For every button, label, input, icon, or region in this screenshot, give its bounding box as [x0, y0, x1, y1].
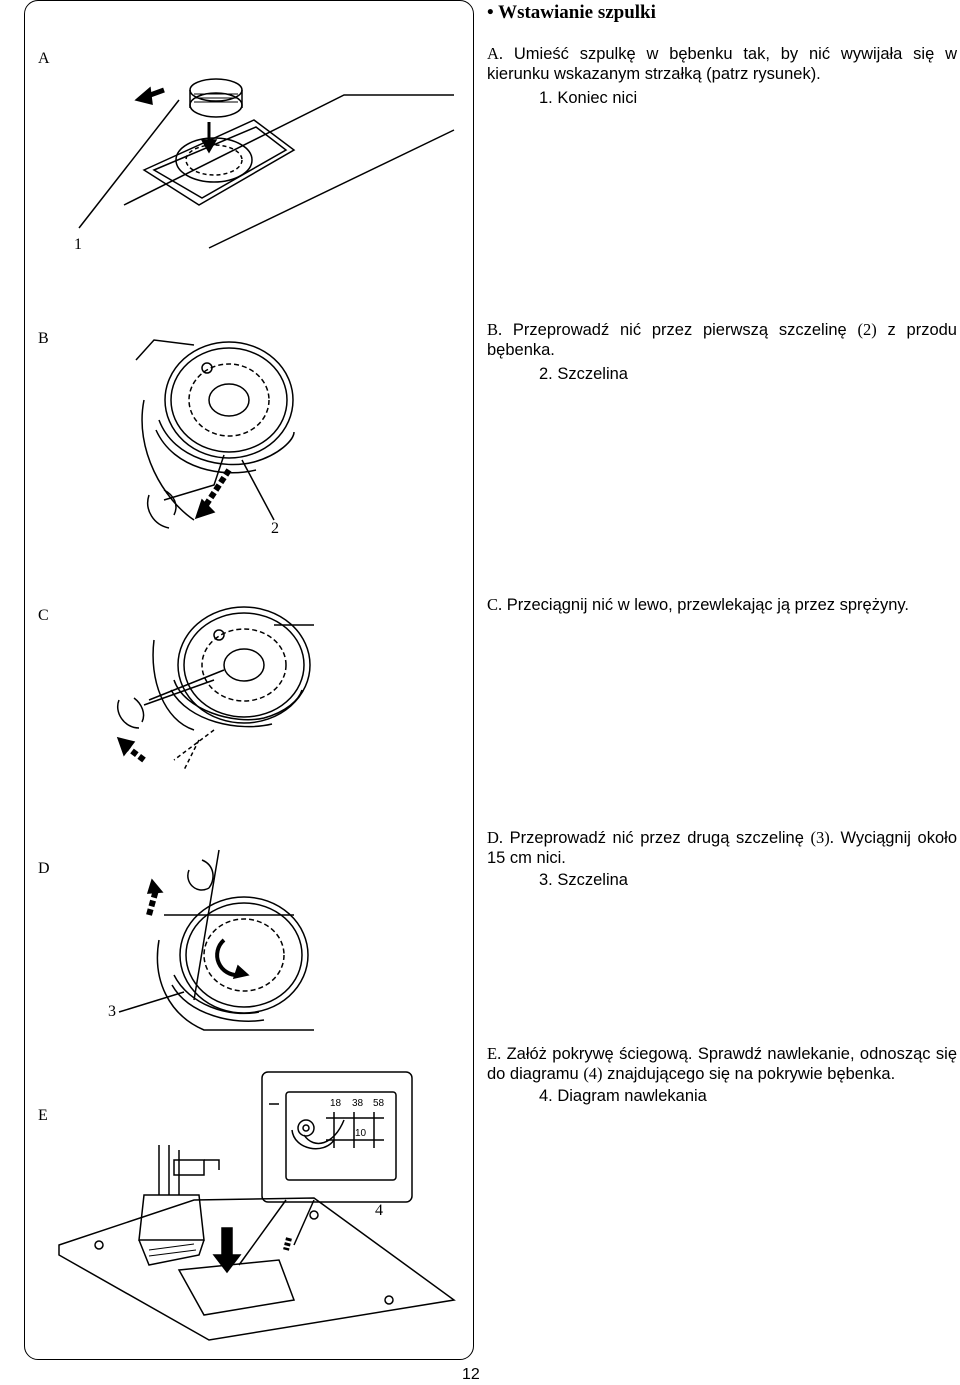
step-b-text-after: z przodu bębenka.: [487, 321, 957, 359]
callout-1: 1: [74, 236, 82, 253]
section-title: • Wstawianie szpulki: [487, 2, 656, 23]
figure-c-pull-left: [118, 607, 314, 770]
diagram-label-58: 58: [373, 1098, 385, 1109]
figure-b-first-slot: [136, 340, 294, 528]
panel-letter-b: B: [38, 330, 49, 347]
step-e-ref: (4): [583, 1064, 603, 1083]
step-d-text-before: Przeprowadź nić przez drugą szczelinę: [503, 829, 811, 847]
panel-letter-d: D: [38, 860, 50, 877]
figure-a-bobbin-insert: [79, 79, 454, 248]
step-e: [487, 1044, 957, 1106]
step-d-ref: (3).: [810, 828, 834, 847]
figure-d-second-slot: [119, 850, 314, 1030]
panel-letter-c: C: [38, 607, 49, 624]
step-d-sub: 3. Szczelina: [539, 871, 628, 889]
figure-e-cover-plate: [59, 1072, 454, 1340]
diagram-label-18: 18: [330, 1098, 342, 1109]
step-e-sub: 4. Diagram nawlekania: [539, 1087, 707, 1105]
step-c-text: Przeciągnij nić w lewo, przewlekając ją przez sprężyny.: [502, 596, 909, 614]
step-b: [487, 320, 957, 384]
step-b-label: B.: [487, 320, 503, 339]
bobbin-illustrations: [24, 0, 474, 1360]
step-b-text-before: Przeprowadź nić przez pierwszą szczelinę: [502, 321, 858, 339]
step-e-label: E.: [487, 1044, 502, 1063]
diagram-label-10: 10: [355, 1128, 367, 1139]
step-e-text-before: Załóż pokrywę ściegową. Sprawdź nawlekanie, odnosząc się do diagramu: [487, 1045, 957, 1083]
callout-3: 3: [108, 1003, 116, 1020]
step-b-ref: (2): [857, 320, 877, 339]
step-d: [487, 828, 957, 890]
step-c-label: C.: [487, 595, 503, 614]
callout-4: 4: [375, 1202, 383, 1219]
section-title-text: Wstawianie szpulki: [498, 2, 656, 23]
step-d-text-after: Wyciągnij około 15 cm nici.: [487, 829, 957, 867]
panel-letter-e: E: [38, 1107, 48, 1124]
step-e-text-after: znajdującego się na pokrywie bębenka.: [602, 1065, 896, 1083]
step-a-sub: 1. Koniec nici: [539, 89, 638, 107]
diagram-label-38: 38: [352, 1098, 364, 1109]
panel-letter-a: A: [38, 50, 50, 67]
callout-2: 2: [271, 520, 279, 537]
step-a: [487, 44, 957, 108]
step-a-text: Umieść szpulkę w bębenku tak, by nić wywijała się w kierunku wskazanym strzałką (patrz rysunek).: [487, 45, 957, 83]
step-c: [487, 595, 957, 615]
step-d-label: D.: [487, 828, 504, 847]
step-a-label: A.: [487, 44, 504, 63]
page-number: 12: [462, 1366, 480, 1383]
step-b-sub: 2. Szczelina: [539, 365, 628, 383]
